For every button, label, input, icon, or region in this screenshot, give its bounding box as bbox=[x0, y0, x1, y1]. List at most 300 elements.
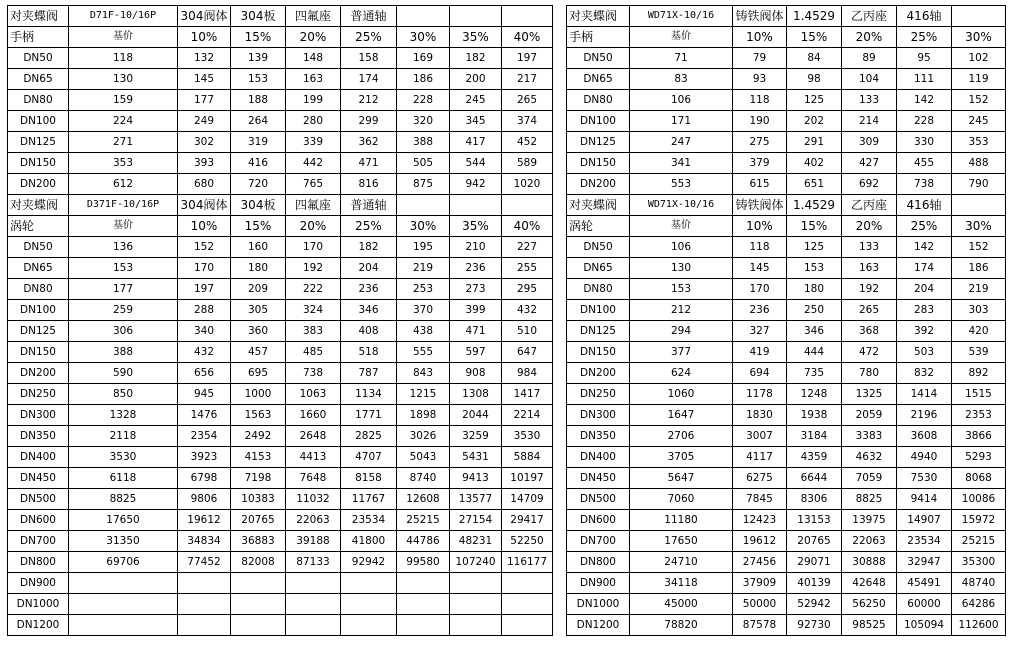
price-cell: 2353 bbox=[952, 405, 1006, 426]
price-cell: 197 bbox=[178, 279, 231, 300]
price-cell: 850 bbox=[69, 384, 178, 405]
price-cell: 112600 bbox=[952, 615, 1006, 636]
size-cell: DN450 bbox=[8, 468, 69, 489]
table-row bbox=[8, 531, 553, 552]
price-cell bbox=[397, 573, 450, 594]
price-cell: 305 bbox=[231, 300, 286, 321]
price-cell: 19612 bbox=[733, 531, 787, 552]
price-cell: 174 bbox=[341, 69, 397, 90]
price-cell: 6644 bbox=[787, 468, 842, 489]
price-cell: 330 bbox=[897, 132, 952, 153]
percent-header-row bbox=[567, 216, 1006, 237]
price-cell: 324 bbox=[286, 300, 341, 321]
price-cell: 17650 bbox=[630, 531, 733, 552]
price-cell: 152 bbox=[952, 237, 1006, 258]
price-cell: 34834 bbox=[178, 531, 231, 552]
price-cell: 228 bbox=[897, 111, 952, 132]
price-cell: 13975 bbox=[842, 510, 897, 531]
price-cell bbox=[450, 615, 502, 636]
percent-header-row bbox=[8, 27, 553, 48]
table-row bbox=[8, 573, 553, 594]
price-cell: 302 bbox=[178, 132, 231, 153]
price-cell: 197 bbox=[502, 48, 553, 69]
price-cell: 402 bbox=[787, 153, 842, 174]
price-cell: 132 bbox=[178, 48, 231, 69]
price-cell: 71 bbox=[630, 48, 733, 69]
left-price-table bbox=[7, 5, 553, 636]
price-cell: 6798 bbox=[178, 468, 231, 489]
table-row bbox=[8, 300, 553, 321]
price-cell: 204 bbox=[897, 279, 952, 300]
price-cell: 2214 bbox=[502, 405, 553, 426]
size-cell: DN50 bbox=[8, 237, 69, 258]
price-cell: 539 bbox=[952, 342, 1006, 363]
header-cell: 10% bbox=[733, 27, 787, 48]
price-cell: 10197 bbox=[502, 468, 553, 489]
price-cell: 2648 bbox=[286, 426, 341, 447]
header-cell bbox=[502, 195, 553, 216]
header-cell: 四氟座 bbox=[286, 6, 341, 27]
header-cell: 416轴 bbox=[897, 195, 952, 216]
price-cell: 82008 bbox=[231, 552, 286, 573]
price-cell: 510 bbox=[502, 321, 553, 342]
price-cell: 273 bbox=[450, 279, 502, 300]
price-cell: 720 bbox=[231, 174, 286, 195]
percent-header-row bbox=[567, 27, 1006, 48]
spec-header-row bbox=[567, 6, 1006, 27]
price-cell: 148 bbox=[286, 48, 341, 69]
price-cell: 388 bbox=[69, 342, 178, 363]
price-cell: 14709 bbox=[502, 489, 553, 510]
header-cell: 25% bbox=[341, 27, 397, 48]
price-cell: 174 bbox=[897, 258, 952, 279]
price-cell bbox=[178, 594, 231, 615]
header-cell: 四氟座 bbox=[286, 195, 341, 216]
size-cell: DN350 bbox=[8, 426, 69, 447]
header-label-cell: 涡轮 bbox=[567, 216, 630, 237]
price-cell: 8068 bbox=[952, 468, 1006, 489]
size-cell: DN125 bbox=[8, 132, 69, 153]
size-cell: DN250 bbox=[567, 384, 630, 405]
price-cell: 118 bbox=[69, 48, 178, 69]
price-cell: 153 bbox=[630, 279, 733, 300]
price-cell: 12608 bbox=[397, 489, 450, 510]
price-cell: 485 bbox=[286, 342, 341, 363]
model-cell: WD71X-10/16 bbox=[630, 6, 733, 27]
size-cell: DN100 bbox=[8, 300, 69, 321]
price-cell: 3184 bbox=[787, 426, 842, 447]
header-cell: 30% bbox=[397, 27, 450, 48]
price-cell: 984 bbox=[502, 363, 553, 384]
price-cell: 133 bbox=[842, 237, 897, 258]
price-cell: 107240 bbox=[450, 552, 502, 573]
header-cell: 304板 bbox=[231, 6, 286, 27]
price-cell: 2706 bbox=[630, 426, 733, 447]
price-cell: 22063 bbox=[842, 531, 897, 552]
price-cell: 25215 bbox=[952, 531, 1006, 552]
price-cell: 42648 bbox=[842, 573, 897, 594]
price-cell: 345 bbox=[450, 111, 502, 132]
price-cell: 106 bbox=[630, 90, 733, 111]
price-cell: 346 bbox=[341, 300, 397, 321]
price-cell: 119 bbox=[952, 69, 1006, 90]
price-cell: 1308 bbox=[450, 384, 502, 405]
price-cell: 50000 bbox=[733, 594, 787, 615]
header-cell: 20% bbox=[286, 216, 341, 237]
price-cell: 624 bbox=[630, 363, 733, 384]
table-row bbox=[8, 90, 553, 111]
price-cell: 190 bbox=[733, 111, 787, 132]
size-cell: DN150 bbox=[567, 153, 630, 174]
price-cell: 130 bbox=[630, 258, 733, 279]
header-cell bbox=[397, 195, 450, 216]
price-cell: 8740 bbox=[397, 468, 450, 489]
size-cell: DN125 bbox=[567, 132, 630, 153]
table-row bbox=[8, 279, 553, 300]
price-cell bbox=[502, 594, 553, 615]
price-cell: 182 bbox=[341, 237, 397, 258]
price-cell: 7198 bbox=[231, 468, 286, 489]
price-cell: 555 bbox=[397, 342, 450, 363]
size-cell: DN300 bbox=[567, 405, 630, 426]
price-cell: 29071 bbox=[787, 552, 842, 573]
price-cell: 98 bbox=[787, 69, 842, 90]
price-cell: 7845 bbox=[733, 489, 787, 510]
size-cell: DN1000 bbox=[8, 594, 69, 615]
price-cell: 11032 bbox=[286, 489, 341, 510]
model-cell: 基价 bbox=[630, 27, 733, 48]
price-cell: 34118 bbox=[630, 573, 733, 594]
price-cell: 319 bbox=[231, 132, 286, 153]
price-cell: 417 bbox=[450, 132, 502, 153]
table-row bbox=[567, 447, 1006, 468]
price-cell: 210 bbox=[450, 237, 502, 258]
price-cell: 153 bbox=[69, 258, 178, 279]
price-cell: 158 bbox=[341, 48, 397, 69]
price-cell: 87578 bbox=[733, 615, 787, 636]
price-cell: 83 bbox=[630, 69, 733, 90]
price-cell: 125 bbox=[787, 90, 842, 111]
price-cell: 612 bbox=[69, 174, 178, 195]
spec-header-row bbox=[8, 195, 553, 216]
size-cell: DN400 bbox=[8, 447, 69, 468]
table-row bbox=[8, 426, 553, 447]
price-cell: 383 bbox=[286, 321, 341, 342]
size-cell: DN900 bbox=[8, 573, 69, 594]
price-cell: 89 bbox=[842, 48, 897, 69]
price-cell: 145 bbox=[178, 69, 231, 90]
price-cell: 12423 bbox=[733, 510, 787, 531]
table-row bbox=[567, 468, 1006, 489]
price-cell: 236 bbox=[341, 279, 397, 300]
price-cell: 6118 bbox=[69, 468, 178, 489]
size-cell: DN350 bbox=[567, 426, 630, 447]
table-row bbox=[8, 153, 553, 174]
size-cell: DN1000 bbox=[567, 594, 630, 615]
model-cell: D71F-10/16P bbox=[69, 6, 178, 27]
size-cell: DN200 bbox=[567, 174, 630, 195]
size-cell: DN200 bbox=[567, 363, 630, 384]
size-cell: DN80 bbox=[567, 279, 630, 300]
price-cell: 40139 bbox=[787, 573, 842, 594]
price-cell: 3705 bbox=[630, 447, 733, 468]
price-cell: 222 bbox=[286, 279, 341, 300]
header-cell: 10% bbox=[178, 27, 231, 48]
price-cell: 171 bbox=[630, 111, 733, 132]
price-cell bbox=[231, 573, 286, 594]
price-cell: 52250 bbox=[502, 531, 553, 552]
price-cell: 370 bbox=[397, 300, 450, 321]
table-row bbox=[8, 615, 553, 636]
price-cell: 291 bbox=[787, 132, 842, 153]
table-row bbox=[8, 174, 553, 195]
price-cell: 7530 bbox=[897, 468, 952, 489]
table-row bbox=[8, 111, 553, 132]
price-cell: 11180 bbox=[630, 510, 733, 531]
price-cell: 7060 bbox=[630, 489, 733, 510]
price-cell: 10086 bbox=[952, 489, 1006, 510]
price-cell: 1215 bbox=[397, 384, 450, 405]
spec-header-row bbox=[8, 6, 553, 27]
price-cell: 7648 bbox=[286, 468, 341, 489]
model-cell: 基价 bbox=[630, 216, 733, 237]
price-cell bbox=[69, 615, 178, 636]
price-cell bbox=[450, 594, 502, 615]
size-cell: DN900 bbox=[567, 573, 630, 594]
price-cell: 5043 bbox=[397, 447, 450, 468]
price-cell: 8825 bbox=[842, 489, 897, 510]
price-cell: 1563 bbox=[231, 405, 286, 426]
header-label-cell: 手柄 bbox=[567, 27, 630, 48]
header-cell: 20% bbox=[842, 27, 897, 48]
price-cell: 170 bbox=[178, 258, 231, 279]
price-cell: 4413 bbox=[286, 447, 341, 468]
price-cell: 177 bbox=[69, 279, 178, 300]
price-cell: 787 bbox=[341, 363, 397, 384]
left-table-body bbox=[8, 6, 553, 636]
size-cell: DN50 bbox=[567, 237, 630, 258]
price-cell: 419 bbox=[733, 342, 787, 363]
price-cell: 442 bbox=[286, 153, 341, 174]
price-cell: 1476 bbox=[178, 405, 231, 426]
model-cell: D371F-10/16P bbox=[69, 195, 178, 216]
price-cell: 875 bbox=[397, 174, 450, 195]
price-cell: 5647 bbox=[630, 468, 733, 489]
header-cell bbox=[397, 6, 450, 27]
price-cell: 214 bbox=[842, 111, 897, 132]
price-cell: 130 bbox=[69, 69, 178, 90]
price-cell bbox=[286, 594, 341, 615]
size-cell: DN1200 bbox=[567, 615, 630, 636]
price-cell: 35300 bbox=[952, 552, 1006, 573]
price-cell: 116177 bbox=[502, 552, 553, 573]
price-cell: 1414 bbox=[897, 384, 952, 405]
table-row bbox=[567, 594, 1006, 615]
table-row bbox=[567, 48, 1006, 69]
price-cell: 20765 bbox=[787, 531, 842, 552]
table-row bbox=[567, 489, 1006, 510]
price-cell: 647 bbox=[502, 342, 553, 363]
price-cell bbox=[502, 615, 553, 636]
price-cell: 265 bbox=[502, 90, 553, 111]
price-cell: 353 bbox=[69, 153, 178, 174]
price-cell: 24710 bbox=[630, 552, 733, 573]
size-cell: DN450 bbox=[567, 468, 630, 489]
price-cell: 212 bbox=[630, 300, 733, 321]
table-row bbox=[567, 174, 1006, 195]
price-cell: 303 bbox=[952, 300, 1006, 321]
price-cell: 327 bbox=[733, 321, 787, 342]
price-cell: 212 bbox=[341, 90, 397, 111]
price-cell: 160 bbox=[231, 237, 286, 258]
size-cell: DN80 bbox=[8, 90, 69, 111]
price-cell: 255 bbox=[502, 258, 553, 279]
header-cell: 10% bbox=[178, 216, 231, 237]
table-row bbox=[567, 573, 1006, 594]
percent-header-row bbox=[8, 216, 553, 237]
price-cell: 200 bbox=[450, 69, 502, 90]
price-cell: 95 bbox=[897, 48, 952, 69]
price-cell: 259 bbox=[69, 300, 178, 321]
price-cell: 78820 bbox=[630, 615, 733, 636]
price-cell: 420 bbox=[952, 321, 1006, 342]
price-cell: 209 bbox=[231, 279, 286, 300]
price-cell: 92942 bbox=[341, 552, 397, 573]
price-cell: 2059 bbox=[842, 405, 897, 426]
price-cell: 399 bbox=[450, 300, 502, 321]
size-cell: DN800 bbox=[8, 552, 69, 573]
price-cell: 306 bbox=[69, 321, 178, 342]
right-table-body bbox=[567, 6, 1006, 636]
model-cell: WD71X-10/16 bbox=[630, 195, 733, 216]
price-cell: 1417 bbox=[502, 384, 553, 405]
header-cell: 35% bbox=[450, 27, 502, 48]
price-cell: 152 bbox=[952, 90, 1006, 111]
size-cell: DN200 bbox=[8, 363, 69, 384]
price-cell: 427 bbox=[842, 153, 897, 174]
price-cell: 388 bbox=[397, 132, 450, 153]
price-cell bbox=[231, 594, 286, 615]
price-cell: 188 bbox=[231, 90, 286, 111]
price-cell: 1134 bbox=[341, 384, 397, 405]
table-row bbox=[8, 489, 553, 510]
model-cell: 基价 bbox=[69, 216, 178, 237]
size-cell: DN100 bbox=[8, 111, 69, 132]
header-label-cell: 手柄 bbox=[8, 27, 69, 48]
header-label-cell: 对夹蝶阀 bbox=[567, 195, 630, 216]
price-cell: 56250 bbox=[842, 594, 897, 615]
price-cell: 1898 bbox=[397, 405, 450, 426]
price-cell: 106 bbox=[630, 237, 733, 258]
price-cell: 656 bbox=[178, 363, 231, 384]
price-cell: 1063 bbox=[286, 384, 341, 405]
price-cell: 153 bbox=[787, 258, 842, 279]
table-row bbox=[567, 426, 1006, 447]
price-cell: 294 bbox=[630, 321, 733, 342]
price-cell: 2825 bbox=[341, 426, 397, 447]
size-cell: DN65 bbox=[567, 258, 630, 279]
header-cell bbox=[952, 6, 1006, 27]
price-cell: 170 bbox=[286, 237, 341, 258]
price-cell: 288 bbox=[178, 300, 231, 321]
price-cell: 159 bbox=[69, 90, 178, 111]
size-cell: DN700 bbox=[567, 531, 630, 552]
price-cell: 9806 bbox=[178, 489, 231, 510]
price-cell: 217 bbox=[502, 69, 553, 90]
price-cell: 735 bbox=[787, 363, 842, 384]
table-row bbox=[8, 48, 553, 69]
price-cell: 2354 bbox=[178, 426, 231, 447]
header-cell: 10% bbox=[733, 216, 787, 237]
price-cell: 780 bbox=[842, 363, 897, 384]
price-cell: 1000 bbox=[231, 384, 286, 405]
spec-header-row bbox=[567, 195, 1006, 216]
price-cell: 4117 bbox=[733, 447, 787, 468]
size-cell: DN300 bbox=[8, 405, 69, 426]
price-cell: 362 bbox=[341, 132, 397, 153]
price-cell: 341 bbox=[630, 153, 733, 174]
price-cell bbox=[502, 573, 553, 594]
size-cell: DN600 bbox=[8, 510, 69, 531]
table-row bbox=[8, 510, 553, 531]
price-cell bbox=[397, 594, 450, 615]
price-cell bbox=[286, 573, 341, 594]
size-cell: DN500 bbox=[8, 489, 69, 510]
header-cell: 乙丙座 bbox=[842, 6, 897, 27]
table-row bbox=[567, 384, 1006, 405]
price-cell: 1060 bbox=[630, 384, 733, 405]
price-cell: 224 bbox=[69, 111, 178, 132]
price-cell: 908 bbox=[450, 363, 502, 384]
header-cell: 416轴 bbox=[897, 6, 952, 27]
price-cell: 5293 bbox=[952, 447, 1006, 468]
price-cell: 379 bbox=[733, 153, 787, 174]
price-cell: 199 bbox=[286, 90, 341, 111]
price-cell: 4359 bbox=[787, 447, 842, 468]
price-cell: 1515 bbox=[952, 384, 1006, 405]
price-cell: 99580 bbox=[397, 552, 450, 573]
price-cell: 2118 bbox=[69, 426, 178, 447]
price-cell: 118 bbox=[733, 90, 787, 111]
price-cell: 892 bbox=[952, 363, 1006, 384]
price-cell: 182 bbox=[450, 48, 502, 69]
price-cell: 27154 bbox=[450, 510, 502, 531]
size-cell: DN65 bbox=[567, 69, 630, 90]
header-cell: 30% bbox=[952, 216, 1006, 237]
price-cell: 518 bbox=[341, 342, 397, 363]
price-cell: 41800 bbox=[341, 531, 397, 552]
price-cell: 3866 bbox=[952, 426, 1006, 447]
header-cell bbox=[450, 6, 502, 27]
price-cell: 455 bbox=[897, 153, 952, 174]
price-cell: 142 bbox=[897, 237, 952, 258]
price-cell: 503 bbox=[897, 342, 952, 363]
price-cell: 195 bbox=[397, 237, 450, 258]
right-price-table bbox=[566, 5, 1006, 636]
table-row bbox=[567, 615, 1006, 636]
price-cell: 249 bbox=[178, 111, 231, 132]
price-cell: 79 bbox=[733, 48, 787, 69]
size-cell: DN700 bbox=[8, 531, 69, 552]
price-cell: 145 bbox=[733, 258, 787, 279]
price-cell: 227 bbox=[502, 237, 553, 258]
price-cell: 133 bbox=[842, 90, 897, 111]
table-row bbox=[567, 132, 1006, 153]
price-cell: 590 bbox=[69, 363, 178, 384]
price-cell: 505 bbox=[397, 153, 450, 174]
price-cell: 1178 bbox=[733, 384, 787, 405]
price-cell: 945 bbox=[178, 384, 231, 405]
